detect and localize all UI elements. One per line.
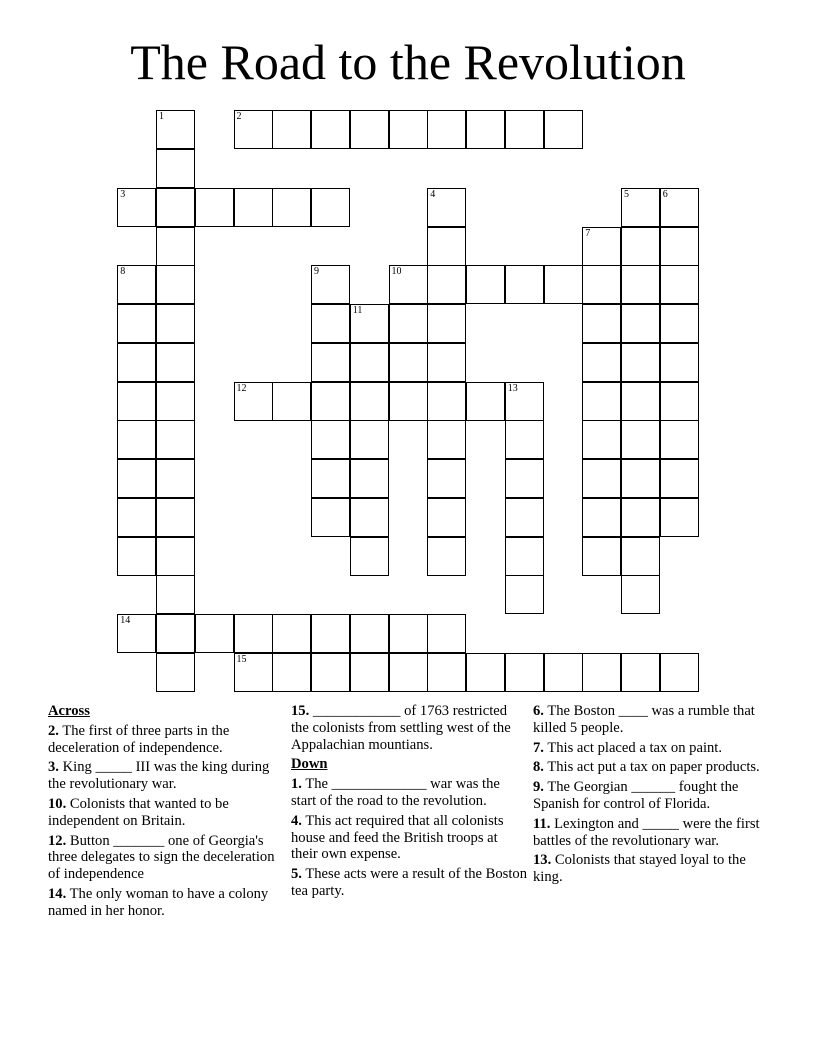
- grid-cell[interactable]: [195, 614, 234, 653]
- grid-cell[interactable]: [505, 575, 544, 614]
- grid-cell[interactable]: [466, 265, 505, 304]
- clue-number: 3.: [48, 759, 59, 776]
- grid-cell[interactable]: [117, 265, 156, 304]
- grid-cell[interactable]: [582, 420, 621, 459]
- grid-cell[interactable]: [234, 110, 273, 149]
- grid-cell[interactable]: [117, 304, 156, 343]
- clue-text: Colonists that wanted to be independent on Britain.: [48, 795, 229, 829]
- grid-cell[interactable]: [156, 382, 195, 421]
- grid-cell[interactable]: [389, 265, 428, 304]
- grid-cell[interactable]: [466, 110, 505, 149]
- grid-cell[interactable]: [427, 459, 466, 498]
- clue-number-label: 1: [159, 111, 164, 123]
- grid-cell[interactable]: [582, 537, 621, 576]
- grid-cell[interactable]: [582, 227, 621, 266]
- grid-cell[interactable]: [156, 420, 195, 459]
- grid-cell[interactable]: [582, 343, 621, 382]
- grid-cell[interactable]: [505, 653, 544, 692]
- clue-number-label: 10: [391, 266, 402, 278]
- grid-cell[interactable]: [621, 227, 660, 266]
- grid-cell[interactable]: [621, 304, 660, 343]
- clue-number-label: 11: [352, 305, 363, 316]
- clue-text: The _____________ war was the start of the road to the revolution.: [291, 776, 500, 809]
- grid-cell[interactable]: [660, 188, 699, 227]
- grid-cell[interactable]: [272, 188, 311, 227]
- grid-cell[interactable]: [582, 265, 621, 304]
- grid-cell[interactable]: [156, 498, 195, 537]
- grid-cell[interactable]: [427, 537, 466, 576]
- clue-number: 7.: [533, 739, 544, 756]
- grid-cell[interactable]: [660, 653, 699, 692]
- grid-cell[interactable]: [505, 459, 544, 498]
- grid-cell[interactable]: [350, 343, 389, 382]
- grid-cell[interactable]: [427, 382, 466, 421]
- grid-cell[interactable]: [389, 614, 428, 653]
- clue-number: 1.: [291, 776, 302, 793]
- grid-cell[interactable]: [156, 227, 195, 266]
- grid-cell[interactable]: [117, 382, 156, 421]
- grid-cell[interactable]: [156, 343, 195, 382]
- grid-cell[interactable]: [350, 653, 389, 692]
- clue-number-label: 6: [662, 188, 668, 200]
- grid-cell[interactable]: [117, 614, 156, 653]
- grid-cell[interactable]: [505, 498, 544, 537]
- grid-cell[interactable]: [350, 459, 389, 498]
- clue-text: Lexington and _____ were the first battles of the revolutionary war.: [533, 815, 760, 849]
- grid-cell[interactable]: [117, 498, 156, 537]
- grid-cell[interactable]: [427, 188, 466, 227]
- clue-number-label: 12: [236, 382, 247, 394]
- grid-cell[interactable]: [389, 382, 428, 421]
- grid-cell[interactable]: [311, 459, 350, 498]
- grid-cell[interactable]: [311, 188, 350, 227]
- across-heading: Across: [48, 703, 90, 719]
- clue-down-11: [533, 816, 769, 850]
- clue-down-4: [291, 813, 527, 863]
- grid-cell[interactable]: [621, 537, 660, 576]
- grid-cell[interactable]: [660, 498, 699, 537]
- grid-cell[interactable]: [156, 459, 195, 498]
- grid-cell[interactable]: [117, 459, 156, 498]
- clue-number: 12.: [48, 832, 67, 849]
- clue-number: 5.: [291, 866, 302, 883]
- grid-cell[interactable]: [234, 188, 273, 227]
- grid-cell[interactable]: [427, 498, 466, 537]
- grid-cell[interactable]: [582, 382, 621, 421]
- clue-number: 9.: [533, 779, 544, 796]
- clue-number-label: 5: [624, 188, 629, 200]
- clue-text: Colonists that stayed loyal to the king.: [533, 852, 746, 886]
- grid-cell[interactable]: [311, 653, 350, 692]
- clue-text: The Boston ____ was a rumble that killed 5 people.: [533, 703, 755, 736]
- grid-cell[interactable]: [311, 304, 350, 343]
- clue-number-label: 7: [585, 227, 591, 239]
- grid-cell[interactable]: [156, 265, 195, 304]
- grid-cell[interactable]: [350, 382, 389, 421]
- clue-down-8: [533, 759, 769, 776]
- grid-cell[interactable]: [621, 575, 660, 614]
- down-heading: Down: [291, 756, 328, 773]
- grid-cell[interactable]: [427, 420, 466, 459]
- grid-cell[interactable]: [427, 614, 466, 653]
- grid-cell[interactable]: [156, 188, 195, 227]
- clue-text: The first of three parts in the deceleration of independence.: [48, 722, 230, 756]
- clue-text: This act put a tax on paper products.: [543, 759, 760, 776]
- grid-cell[interactable]: [156, 110, 195, 149]
- grid-cell[interactable]: [427, 653, 466, 692]
- grid-cell[interactable]: [621, 343, 660, 382]
- grid-cell[interactable]: [195, 188, 234, 227]
- grid-cell[interactable]: [311, 614, 350, 653]
- grid-cell[interactable]: [350, 614, 389, 653]
- clue-text: ____________ of 1763 restricted the colonists from settling west of the Appalachian mountians.: [291, 703, 511, 753]
- grid-cell[interactable]: [350, 498, 389, 537]
- grid-cell[interactable]: [660, 304, 699, 343]
- clue-across-10: [48, 796, 284, 830]
- grid-cell[interactable]: [350, 110, 389, 149]
- clue-down-5: [291, 866, 527, 900]
- grid-cell[interactable]: [660, 382, 699, 421]
- grid-cell[interactable]: [234, 614, 273, 653]
- grid-cell[interactable]: [544, 653, 583, 692]
- clue-across-3: [48, 759, 284, 793]
- clue-across-15: [291, 703, 527, 753]
- grid-cell[interactable]: [582, 498, 621, 537]
- grid-cell[interactable]: [234, 382, 273, 421]
- clue-down-6: [533, 703, 769, 737]
- grid-cell[interactable]: [466, 653, 505, 692]
- clue-number-label: 4: [430, 188, 436, 200]
- grid-cell[interactable]: [505, 420, 544, 459]
- clue-text: This act required that all colonists house and feed the British troops at their own expense.: [291, 812, 504, 863]
- clue-column-2: [291, 703, 527, 903]
- grid-cell[interactable]: [544, 265, 583, 304]
- clue-number-label: 15: [236, 653, 247, 665]
- grid-cell[interactable]: [427, 304, 466, 343]
- clue-number-label: 9: [314, 266, 319, 278]
- grid-cell[interactable]: [117, 343, 156, 382]
- grid-cell[interactable]: [156, 575, 195, 614]
- clue-down-7: [533, 740, 769, 757]
- grid-cell[interactable]: [621, 653, 660, 692]
- grid-cell[interactable]: [582, 459, 621, 498]
- grid-cell[interactable]: [505, 537, 544, 576]
- clue-down-13: [533, 852, 769, 886]
- grid-cell[interactable]: [505, 265, 544, 304]
- clue-text: The only woman to have a colony named in her honor.: [48, 885, 269, 919]
- grid-cell[interactable]: [272, 653, 311, 692]
- grid-cell[interactable]: [660, 459, 699, 498]
- grid-cell[interactable]: [350, 304, 389, 343]
- clue-number: 6.: [533, 703, 544, 719]
- grid-cell[interactable]: [621, 459, 660, 498]
- clue-across-12: [48, 833, 284, 883]
- grid-cell[interactable]: [660, 227, 699, 266]
- clue-number-label: 14: [120, 615, 131, 626]
- grid-cell[interactable]: [389, 653, 428, 692]
- clue-column-1: [48, 703, 284, 923]
- clue-number: 2.: [48, 722, 59, 739]
- grid-cell[interactable]: [156, 304, 195, 343]
- grid-cell[interactable]: [505, 110, 544, 149]
- grid-cell[interactable]: [389, 110, 428, 149]
- grid-cell[interactable]: [427, 227, 466, 266]
- clue-text: Button _______ one of Georgia's three delegates to sign the deceleration of independence: [48, 832, 275, 883]
- grid-cell[interactable]: [621, 265, 660, 304]
- grid-cell[interactable]: [660, 265, 699, 304]
- grid-cell[interactable]: [621, 420, 660, 459]
- grid-cell[interactable]: [234, 653, 273, 692]
- grid-cell[interactable]: [350, 537, 389, 576]
- grid-cell[interactable]: [621, 498, 660, 537]
- grid-cell[interactable]: [389, 343, 428, 382]
- grid-cell[interactable]: [660, 343, 699, 382]
- grid-cell[interactable]: [272, 382, 311, 421]
- grid-cell[interactable]: [311, 265, 350, 304]
- clue-number: 4.: [291, 812, 302, 829]
- clue-number: 11.: [533, 815, 551, 832]
- clue-down-1: [291, 776, 527, 810]
- grid-cell[interactable]: [621, 382, 660, 421]
- clue-number: 15.: [291, 703, 310, 719]
- clue-down-9: [533, 779, 769, 813]
- grid-cell[interactable]: [117, 420, 156, 459]
- grid-cell[interactable]: [156, 149, 195, 188]
- grid-cell[interactable]: [156, 614, 195, 653]
- clue-number: 10.: [48, 795, 67, 812]
- grid-cell[interactable]: [117, 537, 156, 576]
- clue-across-2: [48, 723, 284, 757]
- grid-cell[interactable]: [311, 382, 350, 421]
- grid-cell[interactable]: [466, 382, 505, 421]
- clue-across-14: [48, 886, 284, 920]
- grid-cell[interactable]: [582, 653, 621, 692]
- clue-column-3: [533, 703, 769, 889]
- grid-cell[interactable]: [117, 188, 156, 227]
- grid-cell[interactable]: [311, 498, 350, 537]
- clue-number-label: 8: [120, 266, 126, 278]
- clue-text: The Georgian ______ fought the Spanish for control of Florida.: [533, 779, 739, 812]
- grid-cell[interactable]: [427, 343, 466, 382]
- clue-number: 13.: [533, 852, 552, 869]
- grid-cell[interactable]: [311, 420, 350, 459]
- clue-number-label: 2: [236, 111, 242, 123]
- grid-cell[interactable]: [544, 110, 583, 149]
- grid-cell[interactable]: [660, 420, 699, 459]
- grid-cell[interactable]: [427, 110, 466, 149]
- grid-cell[interactable]: [505, 382, 544, 421]
- grid-cell[interactable]: [156, 537, 195, 576]
- grid-cell[interactable]: [311, 110, 350, 149]
- clue-number: 14.: [48, 885, 67, 902]
- grid-cell[interactable]: [427, 265, 466, 304]
- clue-text: King _____ III was the king during the revolutionary war.: [48, 759, 270, 793]
- grid-cell[interactable]: [311, 343, 350, 382]
- grid-cell[interactable]: [389, 304, 428, 343]
- page-title: The Road to the Revolution: [130, 34, 686, 90]
- clue-number-label: 3: [120, 188, 126, 200]
- clue-number-label: 13: [507, 382, 518, 394]
- grid-cell[interactable]: [621, 188, 660, 227]
- grid-cell[interactable]: [272, 614, 311, 653]
- grid-cell[interactable]: [350, 420, 389, 459]
- grid-cell[interactable]: [582, 304, 621, 343]
- grid-cell[interactable]: [272, 110, 311, 149]
- clue-text: These acts were a result of the Boston tea party.: [291, 866, 528, 899]
- clue-text: This act placed a tax on paint.: [543, 739, 722, 756]
- grid-cell[interactable]: [156, 653, 195, 692]
- clue-number: 8.: [533, 759, 544, 776]
